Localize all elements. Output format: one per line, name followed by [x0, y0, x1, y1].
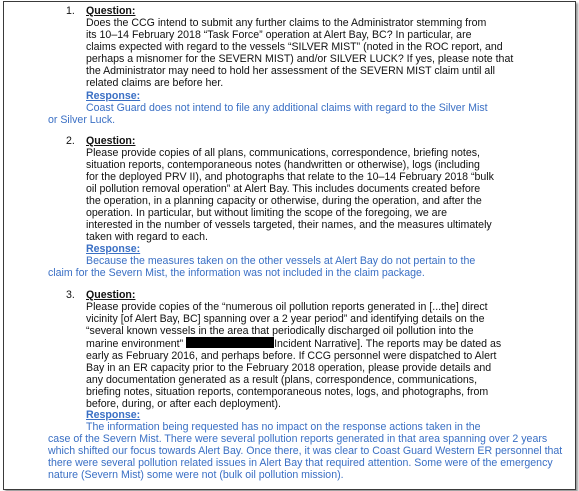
question-text-before-redaction: Please provide copies of the “numerous oil pollution reports generated in [...the] direct vicinity [of Alert Bay, BC] spanning over a 2 year period” and identifying details on the “several known vessels in the area that periodically discharged oil pollution into the marine environment”	[86, 301, 488, 350]
response-text-rest: or Silver Luck.	[48, 114, 116, 126]
response-text	[48, 255, 568, 279]
response-text-line1: Coast Guard does not intend to file any additional claims with regard to the Silver Mist	[86, 102, 488, 114]
question-text: Please provide copies of all plans, communications, correspondence, briefing notes, situation reports, contemporaneous notes (handwritten or otherwise), logs (including for the deployed PRV II), and photographs that relate to the 10–14 February 2018 “bulk oil pollution removal operation” at Alert Bay. This includes documents created before the operation, in a planning capacity or otherwise, during the operation, and after the operation. In particular, but without limiting the scope of the foregoing, we are interested in the number of vessels targeted, their names, and the measures ultimately taken with regard to each.	[86, 147, 494, 243]
question-text-after-redaction: Incident Narrative]. The reports may be dated as early as February 2016, and perhaps before. If CCG personnel were dispatched to Alert Bay in an ER capacity prior to the February 2018 operation, please provide details and any documentation generated as a result (plans, correspondence, communications, briefing notes, situation reports, contemporaneous notes, logs, and photographs, from before, during, or after each deployment).	[86, 338, 502, 410]
question-label: Question:	[86, 5, 136, 17]
response-text-rest: case of the Severn Mist. There were several pollution reports generated in that area spanning over 2 years which shifted our focus towards Alert Bay. Once there, it was clear to Coast Guard Western ER personnel that there were several pollution related issues in Alert Bay that required attention. Some were of the emergency nature (Severn Mist) some were not (bulk oil pollution mission).	[48, 433, 563, 481]
question-text: Does the CCG intend to submit any further claims to the Administrator stemming from its 10–14 February 2018 “Task Force” operation at Alert Bay, BC? In particular, are claims expected with regard to the vessels “SILVER MIST” (noted in the ROC report, and perhaps a misnomer for the SEVERN MIST) and/or SILVER LUCK? If yes, please note that the Administrator may need to hold her assessment of the SEVERN MIST claim until all related claims are before her.	[86, 17, 514, 89]
item-number: 1.	[66, 5, 75, 17]
response-text	[48, 102, 568, 126]
redaction-block	[186, 337, 274, 348]
question-label: Question:	[86, 289, 136, 301]
document-page	[3, 1, 576, 490]
item-number: 3.	[66, 289, 75, 301]
response-label: Response:	[86, 90, 141, 102]
response-text-line1: The information being requested has no impact on the response actions taken in the	[86, 421, 481, 433]
response-text	[48, 421, 568, 481]
question-text	[86, 301, 546, 410]
response-text-rest: claim for the Severn Mist, the information was not included in the claim package.	[48, 267, 425, 279]
question-label: Question:	[86, 135, 136, 147]
response-text-line1: Because the measures taken on the other vessels at Alert Bay do not pertain to the	[86, 255, 476, 267]
item-number: 2.	[66, 135, 75, 147]
response-label: Response:	[86, 409, 141, 421]
response-label: Response:	[86, 243, 141, 255]
